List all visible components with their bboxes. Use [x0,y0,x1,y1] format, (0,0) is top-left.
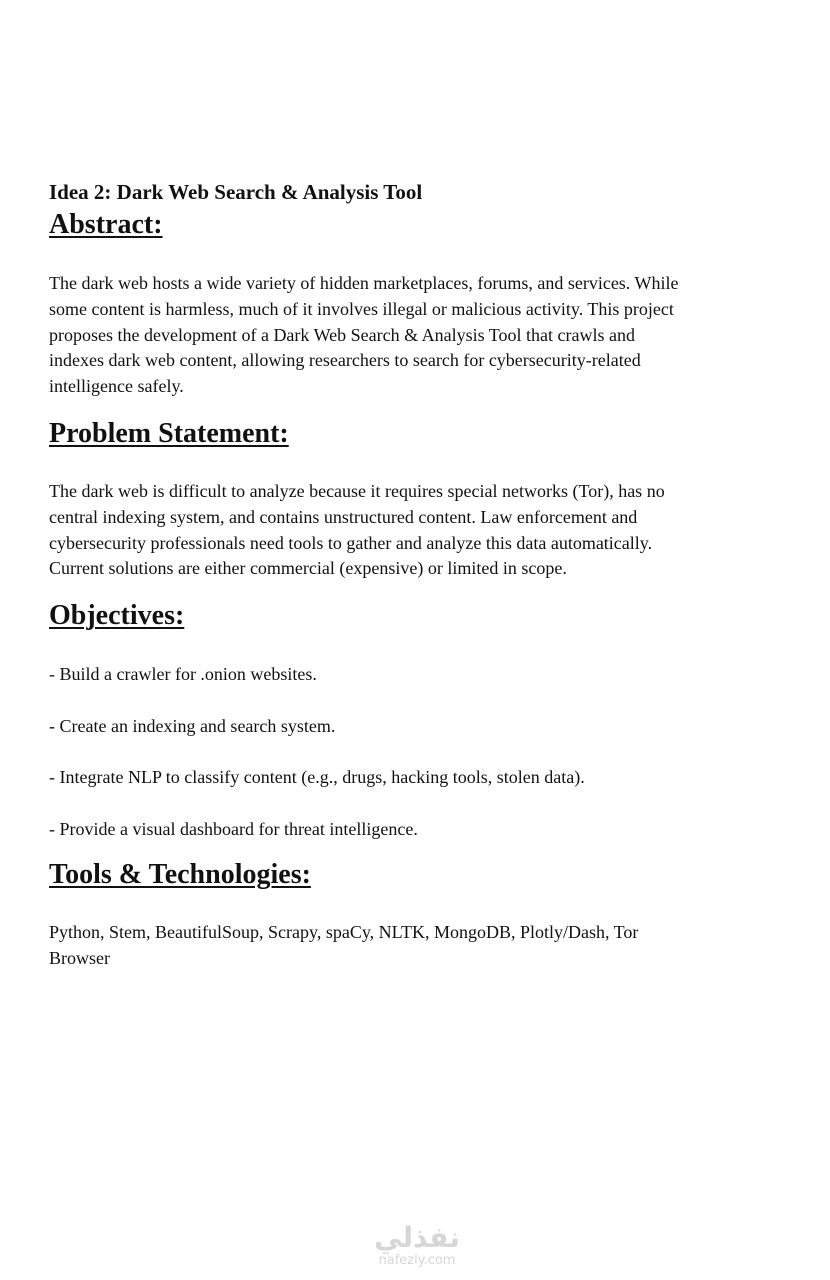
abstract-line: indexes dark web content, allowing researchers to search for cybersecurity-related [49,350,641,371]
problem-line: central indexing system, and contains unstructured content. Law enforcement and [49,506,638,527]
abstract-line: proposes the development of a Dark Web Search & Analysis Tool that crawls and [49,324,635,345]
tools-heading: Tools & Technologies: [49,859,311,890]
objectives-heading: Objectives: [49,600,185,631]
tools-paragraph [49,920,749,972]
objective-item: - Provide a visual dashboard for threat intelligence. [49,819,418,839]
problem-line: The dark web is difficult to analyze because it requires special networks (Tor), has no [49,481,665,501]
objective-item: - Create an indexing and search system. [49,716,336,736]
abstract-line: intelligence safely. [49,376,184,397]
problem-statement-paragraph [49,479,749,582]
abstract-paragraph [49,271,749,400]
idea-title: Idea 2: Dark Web Search & Analysis Tool [49,180,423,204]
watermark-arabic-logo: نفذلي [374,1221,460,1254]
objective-item: - Integrate NLP to classify content (e.g., drugs, hacking tools, stolen data). [49,767,585,787]
objective-item: - Build a crawler for .onion websites. [49,664,317,684]
abstract-heading: Abstract: [49,209,163,240]
problem-statement-heading: Problem Statement: [49,418,289,449]
problem-line: cybersecurity professionals need tools to gather and analyze this data automatically. [49,532,653,553]
abstract-line: The dark web hosts a wide variety of hidden marketplaces, forums, and services. While [49,273,679,293]
nafezly-watermark [362,1222,472,1268]
abstract-line: some content is harmless, much of it involves illegal or malicious activity. This project [49,298,674,319]
tools-line: Python, Stem, BeautifulSoup, Scrapy, spaCy, NLTK, MongoDB, Plotly/Dash, Tor [49,922,639,942]
tools-line: Browser [49,947,110,968]
problem-line: Current solutions are either commercial (expensive) or limited in scope. [49,558,567,579]
watermark-url: nafezly.com [378,1253,456,1268]
